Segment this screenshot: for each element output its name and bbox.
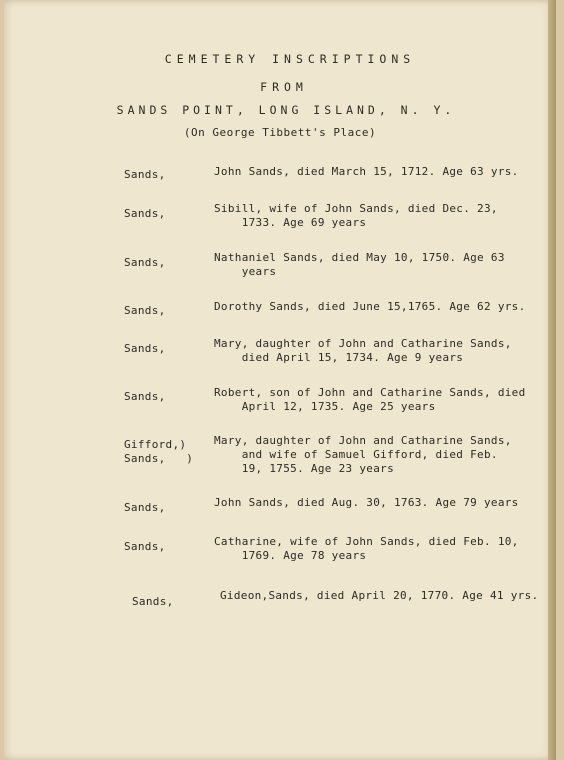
entry-surname: Sands,	[124, 342, 166, 355]
entry-text: John Sands, died Aug. 30, 1763. Age 79 years	[214, 496, 519, 509]
entry-text: Robert, son of John and Catharine Sands, died April 12, 1735. Age 25 years	[214, 386, 526, 413]
entry-surname: Sands,	[124, 304, 166, 317]
entry-text: John Sands, died March 15, 1712. Age 63 yrs.	[214, 165, 519, 178]
entry-surname: Sands,	[124, 501, 166, 514]
entry-text: Mary, daughter of John and Catharine Sands, and wife of Samuel Gifford, died Feb. 19, 1755. Age 23 years	[214, 434, 512, 475]
title-from: FROM	[260, 80, 308, 94]
entry-surname: Sands,	[124, 540, 166, 553]
entry-surname: Sands,	[124, 390, 166, 403]
entry-surname: Gifford,) Sands, )	[124, 438, 194, 465]
entry-text: Dorothy Sands, died June 15,1765. Age 62 yrs.	[214, 300, 526, 313]
entry-text: Nathaniel Sands, died May 10, 1750. Age 63 years	[214, 251, 505, 278]
entry-text: Catharine, wife of John Sands, died Feb. 10, 1769. Age 78 years	[214, 535, 519, 562]
entry-text: Mary, daughter of John and Catharine Sands, died April 15, 1734. Age 9 years	[214, 337, 512, 364]
page-edge	[548, 0, 556, 760]
entry-text: Sibill, wife of John Sands, died Dec. 23, 1733. Age 69 years	[214, 202, 498, 229]
entry-surname: Sands,	[124, 168, 166, 181]
entry-surname: Sands,	[132, 595, 174, 608]
subtitle-place: (On George Tibbett's Place)	[183, 126, 377, 139]
title-location: SANDS POINT, LONG ISLAND, N. Y.	[116, 103, 456, 117]
entry-text: Gideon,Sands, died April 20, 1770. Age 41 yrs.	[220, 589, 539, 602]
title-line: CEMETERY INSCRIPTIONS	[164, 52, 416, 66]
entry-surname: Sands,	[124, 256, 166, 269]
document-page	[4, 0, 556, 760]
entry-surname: Sands,	[124, 207, 166, 220]
